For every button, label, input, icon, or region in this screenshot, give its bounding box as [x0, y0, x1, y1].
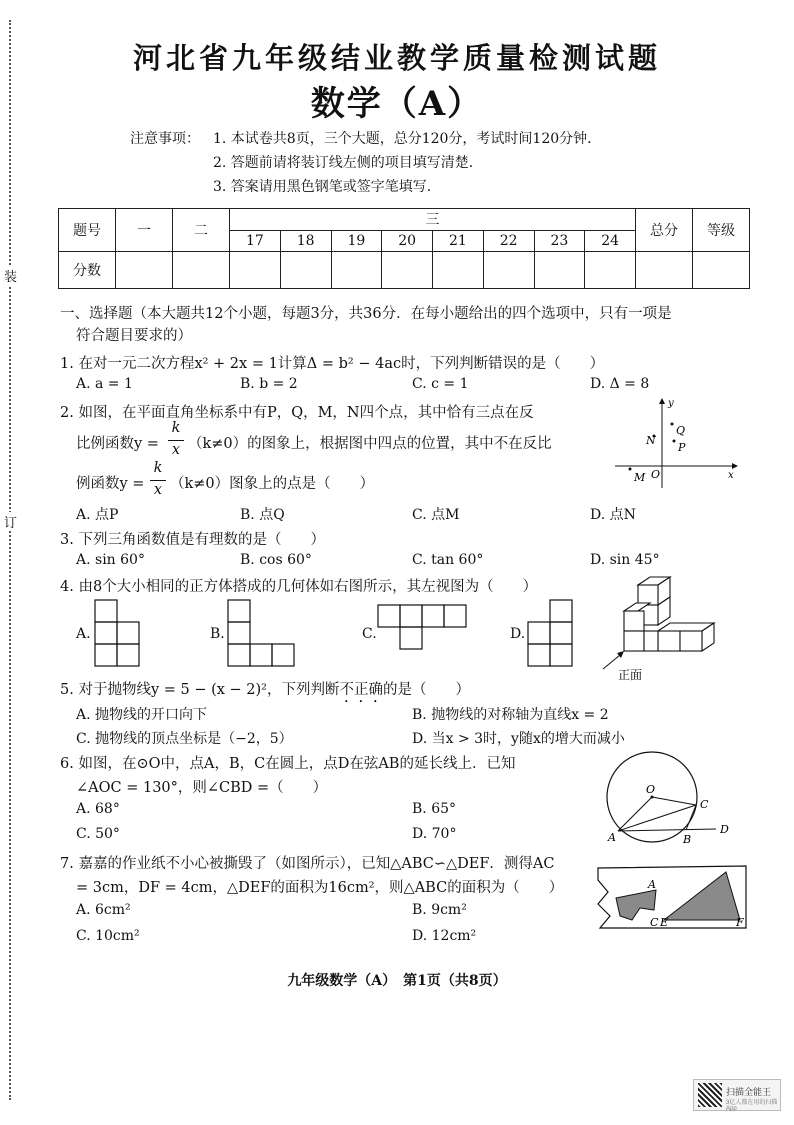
q6-option-d[interactable]: D. 70°: [412, 826, 457, 842]
q2-frac1-den: x: [171, 442, 181, 458]
page-footer: 九年级数学（A） 第1页（共8页）: [287, 973, 507, 989]
q5-option-a[interactable]: A. 抛物线的开口向下: [76, 707, 208, 723]
notes-item-1: 1. 本试卷共8页，三个大题，总分120分，考试时间120分钟．: [213, 131, 602, 147]
q6-line2: ∠AOC = 130°，则∠CBD =（ ）: [76, 780, 328, 796]
sub-col-20: 20: [382, 230, 433, 252]
score-cell[interactable]: [483, 252, 534, 289]
sub-col-17: 17: [230, 230, 281, 252]
score-cell[interactable]: [534, 252, 585, 289]
q2-line3a: 例函数y =: [76, 476, 145, 492]
q4-view-a: [95, 600, 145, 666]
q7-option-a[interactable]: A. 6cm²: [76, 902, 131, 918]
q4-view-c: [378, 605, 470, 651]
point-d-label: D: [720, 823, 729, 836]
q5-text: [60, 678, 470, 706]
col-section-1: 一: [116, 209, 173, 252]
score-table: [58, 208, 750, 289]
q7-option-b[interactable]: B. 9cm²: [412, 902, 467, 918]
q6-option-a[interactable]: A. 68°: [76, 801, 120, 817]
point-a-label: A: [608, 831, 616, 844]
q6-line1: 6. 如图，在⊙O中，点A，B，C在圆上，点D在弦AB的延长线上．已知: [60, 756, 516, 772]
notes-label: 注意事项：: [130, 131, 200, 147]
q2-line2b: （k≠0）的图象上，根据图中四点的位置，其中不在反比: [188, 436, 552, 452]
point-e-label: E: [660, 916, 669, 929]
point-b-label: B: [683, 833, 692, 846]
sub-col-22: 22: [483, 230, 534, 252]
q3-option-c[interactable]: C. tan 60°: [412, 552, 484, 568]
sub-col-21: 21: [433, 230, 484, 252]
q3-option-d[interactable]: D. sin 45°: [590, 552, 660, 568]
q5-text-b: 的是（ ）: [383, 682, 470, 698]
row-label-question: 题号: [59, 209, 116, 252]
q1-option-c[interactable]: C. c = 1: [412, 376, 469, 392]
q3-option-a[interactable]: A. sin 60°: [76, 552, 145, 568]
score-cell[interactable]: [636, 252, 693, 289]
section1-line2: 符合题目要求的）: [76, 328, 192, 344]
q4-view-b: [228, 600, 298, 666]
q5-text-a: 5. 对于抛物线y = 5 − (x − 2)²，下列判断: [60, 682, 340, 698]
point-f-label: F: [736, 916, 744, 929]
q1-text: 1. 在对一元二次方程x² + 2x = 1计算Δ = b² − 4ac时，下列判断错误的是（ ）: [60, 356, 605, 372]
sub-col-18: 18: [280, 230, 331, 252]
q4-view-d: [528, 600, 578, 666]
q1-option-a[interactable]: A. a = 1: [76, 376, 133, 392]
front-label: 正面: [618, 668, 643, 682]
x-axis-label: x: [728, 470, 734, 481]
q2-frac1-bar: [168, 440, 184, 441]
col-section-3: 三: [230, 209, 636, 231]
q2-option-d[interactable]: D. 点N: [590, 507, 636, 523]
binding-line: [9, 20, 11, 1100]
notes-item-3: 3. 答案请用黑色钢笔或签字笔填写．: [213, 179, 441, 195]
q4-text: 4. 由8个大小相同的正方体搭成的几何体如右图所示，其左视图为（ ）: [60, 579, 538, 595]
point-q-label: Q: [676, 424, 686, 437]
col-grade: 等级: [693, 209, 750, 252]
q4-option-a[interactable]: A.: [76, 626, 91, 642]
score-cell[interactable]: [433, 252, 484, 289]
row-label-score: 分数: [59, 252, 116, 289]
q6-circle-figure: [604, 757, 744, 849]
notes-item-2: 2. 答题前请将装订线左侧的项目填写清楚．: [213, 155, 483, 171]
q2-option-a[interactable]: A. 点P: [76, 507, 119, 523]
q2-line2a: 比例函数y =: [76, 436, 159, 452]
sub-col-23: 23: [534, 230, 585, 252]
score-cell[interactable]: [116, 252, 173, 289]
q7-line2: = 3cm，DF = 4cm，△DEF的面积为16cm²，则△ABC的面积为（ ）: [76, 880, 564, 896]
q2-frac2-den: x: [153, 482, 163, 498]
sub-col-19: 19: [331, 230, 382, 252]
point-m-label: M: [634, 471, 646, 484]
point-q: [671, 423, 674, 426]
q2-option-c[interactable]: C. 点M: [412, 507, 460, 523]
exam-subtitle: 数学（A）: [310, 84, 484, 124]
q2-line1: 2. 如图，在平面直角坐标系中有P，Q，M，N四个点，其中恰有三点在反: [60, 405, 534, 421]
scanner-watermark: [693, 1079, 781, 1111]
score-cell[interactable]: [585, 252, 636, 289]
q7-torn-paper-figure: [596, 862, 751, 932]
score-cell[interactable]: [382, 252, 433, 289]
q1-option-b[interactable]: B. b = 2: [240, 376, 298, 392]
score-cell[interactable]: [173, 252, 230, 289]
q5-text-emphasis: 不正确: [339, 682, 383, 698]
score-cell[interactable]: [230, 252, 281, 289]
score-cell[interactable]: [280, 252, 331, 289]
q2-frac1-num: k: [171, 420, 181, 436]
y-axis-label: y: [668, 398, 674, 409]
q2-line3b: （k≠0）图象上的点是（ ）: [170, 476, 375, 492]
q7-option-d[interactable]: D. 12cm²: [412, 928, 477, 944]
q2-coordinate-figure: [610, 396, 740, 491]
point-c-label: C: [700, 798, 709, 811]
q6-option-b[interactable]: B. 65°: [412, 801, 457, 817]
q4-solid-figure: [598, 575, 723, 685]
sub-col-24: 24: [585, 230, 636, 252]
q4-option-b[interactable]: B.: [210, 626, 225, 642]
q1-option-d[interactable]: D. Δ = 8: [590, 376, 650, 392]
point-n-label: N: [646, 434, 656, 447]
q6-option-c[interactable]: C. 50°: [76, 826, 120, 842]
binding-char-ding: 订: [4, 512, 17, 531]
q5-option-b[interactable]: B. 抛物线的对称轴为直线x = 2: [412, 707, 609, 723]
point-a-label: A: [648, 878, 656, 891]
score-cell[interactable]: [331, 252, 382, 289]
point-m: [629, 468, 632, 471]
section1-line1: 一、选择题（本大题共12个小题，每题3分，共36分．在每小题给出的四个选项中，只有一项是: [60, 306, 672, 322]
binding-char-zhuang: 装: [4, 266, 17, 285]
q4-option-c[interactable]: C.: [362, 626, 377, 642]
scanner-tagline: 3亿人都在用的扫描App: [726, 1100, 778, 1112]
scanner-name: 扫描全能王: [726, 1087, 772, 1097]
exam-title: 河北省九年级结业教学质量检测试题: [132, 41, 661, 75]
col-total: 总分: [636, 209, 693, 252]
point-p-label: P: [678, 441, 686, 454]
qr-code-icon: [698, 1083, 722, 1107]
y-axis-arrow: [659, 398, 665, 404]
q2-option-b[interactable]: B. 点Q: [240, 507, 285, 523]
col-section-2: 二: [173, 209, 230, 252]
score-cell[interactable]: [693, 252, 750, 289]
q3-text: 3. 下列三角函数值是有理数的是（ ）: [60, 532, 325, 548]
q7-line1: 7. 嘉嘉的作业纸不小心被撕毁了（如图所示），已知△ABC∽△DEF．测得AC: [60, 856, 555, 872]
q5-option-c[interactable]: C. 抛物线的顶点坐标是（−2，5）: [76, 731, 293, 747]
q7-option-c[interactable]: C. 10cm²: [76, 928, 140, 944]
origin-label: O: [651, 468, 661, 481]
q2-frac2-num: k: [153, 460, 163, 476]
q3-option-b[interactable]: B. cos 60°: [240, 552, 312, 568]
center-o-label: O: [646, 783, 656, 796]
q2-frac2-bar: [150, 480, 166, 481]
q5-option-d[interactable]: D. 当x > 3时，y随x的增大而减小: [412, 731, 625, 747]
point-p: [673, 440, 676, 443]
q4-option-d[interactable]: D.: [510, 626, 526, 642]
x-axis-arrow: [732, 463, 738, 469]
point-c-label: C: [650, 916, 659, 929]
front-arrow-line: [603, 655, 620, 669]
